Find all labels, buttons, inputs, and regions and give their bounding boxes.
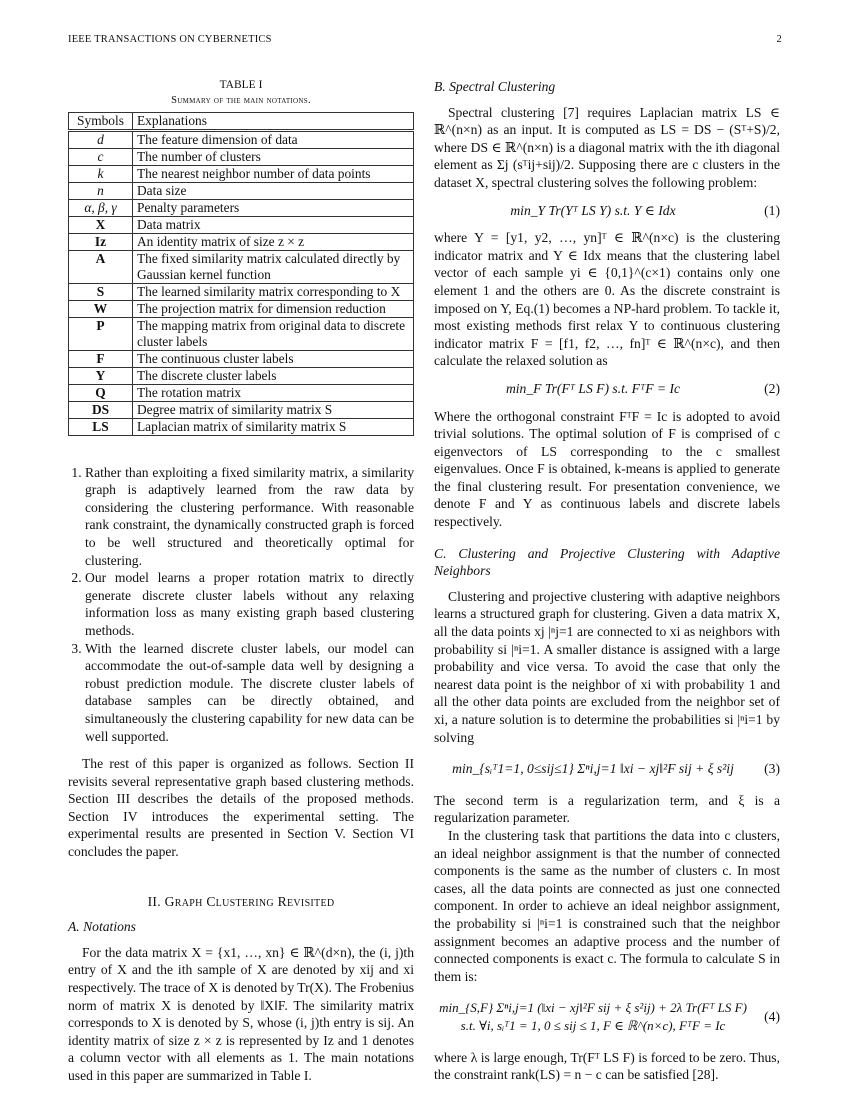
equation-3-number: (3) [764, 761, 780, 777]
table-cell-symbol: k [69, 165, 133, 182]
equation-3 [434, 760, 780, 778]
table-row [69, 148, 414, 165]
spectral-paragraph-1: Spectral clustering [7] requires Laplacian matrix LS ∈ ℝ^(n×n) as an input. It is computed as LS = DS − (Sᵀ+S)/2, where DS ∈ ℝ^(n×n) is a diagonal matrix with the ith diagonal element as Σj (sᵀij+sij)/2. Supposing there are c clusters in the dataset X, spectral clustering solves the following problem: [434, 104, 780, 190]
table-cell-symbol: A [69, 250, 133, 283]
table-row [69, 384, 414, 401]
table-cell-explanation: The number of clusters [133, 148, 414, 165]
table-cell-explanation: The fixed similarity matrix calculated directly by Gaussian kernel function [133, 250, 414, 283]
organization-paragraph: The rest of this paper is organized as follows. Section II revisits several representative graph based clustering methods. Section III describes the details of the proposed methods. Section IV introduces the experimental setting. The experimental results are presented in Section V. Section VI concludes the paper. [68, 756, 414, 860]
table-row [69, 401, 414, 418]
notations-paragraph: For the data matrix X = {x1, …, xn} ∈ ℝ^(d×n), the (i, j)th entry of X and the ith sample of X are denoted by xij and xi respectively. The trace of X is denoted by Tr(X). The Frobenius norm of matrix X is denoted by ‖X‖F. The similarity matrix corresponds to X is denoted by S, whose (i, j)th entry is sij. An identity matrix of size z × z is represented by Iz and 1 denotes a column vector with all elements as 1. The main notations used in this paper are summarized in Table I. [68, 944, 414, 1083]
table-cell-explanation: Laplacian matrix of similarity matrix S [133, 418, 414, 435]
list-item: 3. With the learned discrete cluster labels, our model can accommodate the out-of-sample data well by designing a robust prediction module. The discrete cluster labels of database samples can be directly obtained, and simultaneously the clustering capability for new data can be well supported. [85, 640, 414, 746]
table-cell-symbol: Q [69, 384, 133, 401]
right-column [434, 78, 780, 1084]
equation-1-number: (1) [764, 202, 780, 218]
equation-4-line-1: min_{S,F} Σⁿi,j=1 (‖xi − xj‖²F sij + ξ s²ij) + 2λ Tr(Fᵀ LS F) [439, 1000, 747, 1016]
table-cell-symbol: d [69, 130, 133, 148]
list-item: 2. Our model learns a proper rotation matrix to directly generate discrete cluster labels without any relaxing information loss as many existing graph based clustering methods. [85, 569, 414, 639]
table-cell-symbol: W [69, 300, 133, 317]
table-row [69, 199, 414, 216]
table-cell-symbol: Y [69, 367, 133, 384]
table-subtitle: Summary of the main notations. [171, 95, 311, 106]
contributions-list [68, 464, 414, 746]
table-cell-symbol: S [69, 283, 133, 300]
table-cell-explanation: Data matrix [133, 216, 414, 233]
table-row [69, 367, 414, 384]
equation-4-expression [434, 999, 752, 1034]
running-header: IEEE TRANSACTIONS ON CYBERNETICS [68, 34, 272, 45]
table-cell-symbol: Iz [69, 233, 133, 250]
table-row [69, 216, 414, 233]
table-row [69, 250, 414, 283]
adaptive-paragraph-1: Clustering and projective clustering with adaptive neighbors learns a structured graph for clustering. Given a data matrix X, all the data points xj |ⁿj=1 are connected to xi as neighbors with probability si |ⁿi=1. A smaller distance is assigned with a large probability and vice versa. To avoid the case that only the nearest data point is the neighbor of xi with probability 1 and all the other data points are excluded from the neighbor set of xi, a nature solution is to determine the probabilities si |ⁿi=1 by solving [434, 588, 780, 745]
table-cell-explanation: The feature dimension of data [133, 130, 414, 148]
table-row [69, 130, 414, 148]
subsection-title-spectral: B. Spectral Clustering [434, 79, 556, 94]
adaptive-paragraph-3: In the clustering task that partitions the data into c clusters, an ideal neighbor assignment is that the number of connected components is the same as the number of clusters c. In most cases, all the data points are connected as just one connected component. In order to achieve an ideal neighbor assignment, the probability si |ⁿi=1 is constrained such that the neighbor assignment becomes an adaptive process and the number of connected components is exact c. The formula to calculate S in them is: [434, 827, 780, 984]
table-row [69, 350, 414, 367]
equation-1 [434, 202, 780, 220]
table-cell-explanation: Data size [133, 182, 414, 199]
equation-4 [434, 999, 780, 1034]
table-cell-explanation: The discrete cluster labels [133, 367, 414, 384]
col-header-symbols: Symbols [69, 112, 133, 130]
spectral-paragraph-3: Where the orthogonal constraint FᵀF = Ic is adopted to avoid trivial solutions. The optimal solution of F is comprised of c eigenvectors of LS corresponding to the c smallest eigenvalues. Once F is obtained, k-means is applied to generate the final clustering result. For presentation convenience, we denote F and Y as continuous labels and discrete labels respectively. [434, 408, 780, 530]
table-cell-symbol: DS [69, 401, 133, 418]
table-cell-explanation: The continuous cluster labels [133, 350, 414, 367]
table-cell-symbol: X [69, 216, 133, 233]
table-header-row [69, 112, 414, 130]
table-cell-explanation: The nearest neighbor number of data points [133, 165, 414, 182]
left-column [68, 78, 414, 1085]
table-row [69, 317, 414, 350]
equation-3-expression: min_{sᵢᵀ1=1, 0≤sij≤1} Σⁿi,j=1 ‖xi − xj‖²F sij + ξ s²ij [452, 761, 734, 777]
adaptive-paragraph-2: The second term is a regularization term, and ξ is a regularization parameter. [434, 792, 780, 826]
section-title: II. Graph Clustering Revisited [147, 893, 335, 909]
table-cell-symbol: c [69, 148, 133, 165]
table-cell-symbol: α, β, γ [69, 199, 133, 216]
table-caption: TABLE I [219, 79, 263, 91]
table-cell-explanation: Penalty parameters [133, 199, 414, 216]
notation-table [68, 112, 414, 436]
equation-2-number: (2) [764, 380, 780, 396]
subsection-title-adaptive: C. Clustering and Projective Clustering with Adaptive Neighbors [434, 545, 780, 579]
table-cell-explanation: The mapping matrix from original data to discrete cluster labels [133, 317, 414, 350]
col-header-explanations: Explanations [133, 112, 414, 130]
table-row [69, 182, 414, 199]
equation-1-expression: min_Y Tr(Yᵀ LS Y) s.t. Y ∈ Idx [510, 202, 676, 218]
table-cell-explanation: The learned similarity matrix corresponding to X [133, 283, 414, 300]
table-cell-explanation: An identity matrix of size z × z [133, 233, 414, 250]
table-row [69, 418, 414, 435]
table-row [69, 233, 414, 250]
page-number: 2 [776, 34, 782, 45]
equation-4-number: (4) [764, 1009, 780, 1025]
table-row [69, 300, 414, 317]
table-cell-symbol: F [69, 350, 133, 367]
equation-2-expression: min_F Tr(Fᵀ LS F) s.t. FᵀF = Ic [505, 380, 681, 396]
table-cell-symbol: LS [69, 418, 133, 435]
table-cell-symbol: n [69, 182, 133, 199]
table-row [69, 165, 414, 182]
table-cell-explanation: Degree matrix of similarity matrix S [133, 401, 414, 418]
table-row [69, 283, 414, 300]
equation-2 [434, 380, 780, 398]
list-item: 1. Rather than exploiting a fixed similarity matrix, a similarity graph is adaptively learned from the raw data by considering the clustering performance. With reasonable rank constraint, the dynamically constructed graph is forced to be well structured and theoretically optimal for clustering. [85, 464, 414, 570]
subsection-title-notations: A. Notations [68, 919, 136, 935]
table-cell-explanation: The projection matrix for dimension reduction [133, 300, 414, 317]
adaptive-paragraph-4: where λ is large enough, Tr(Fᵀ LS F) is forced to be zero. Thus, the constraint rank(LS) = n − c can be satisfied [28]. [434, 1049, 780, 1083]
table-cell-symbol: P [69, 317, 133, 350]
table-cell-explanation: The rotation matrix [133, 384, 414, 401]
equation-4-line-2: s.t. ∀i, sᵢᵀ1 = 1, 0 ≤ sij ≤ 1, F ∈ ℝ^(n×c), FᵀF = Ic [460, 1017, 726, 1033]
spectral-paragraph-2: where Y = [y1, y2, …, yn]ᵀ ∈ ℝ^(n×c) is the clustering indicator matrix and Y ∈ Idx means that the clustering label vector of each sample yi ∈ {0,1}^(c×1) contains only one element 1 and the others are 0. As the discrete constraint is imposed on Y, Eq.(1) becomes a NP-hard problem. To tackle it, most existing methods first relax Y to continuous clustering indicator matrix F = [f1, f2, …, fn]ᵀ ∈ ℝ^(n×c), and then calculate the relaxed solution as [434, 230, 780, 369]
